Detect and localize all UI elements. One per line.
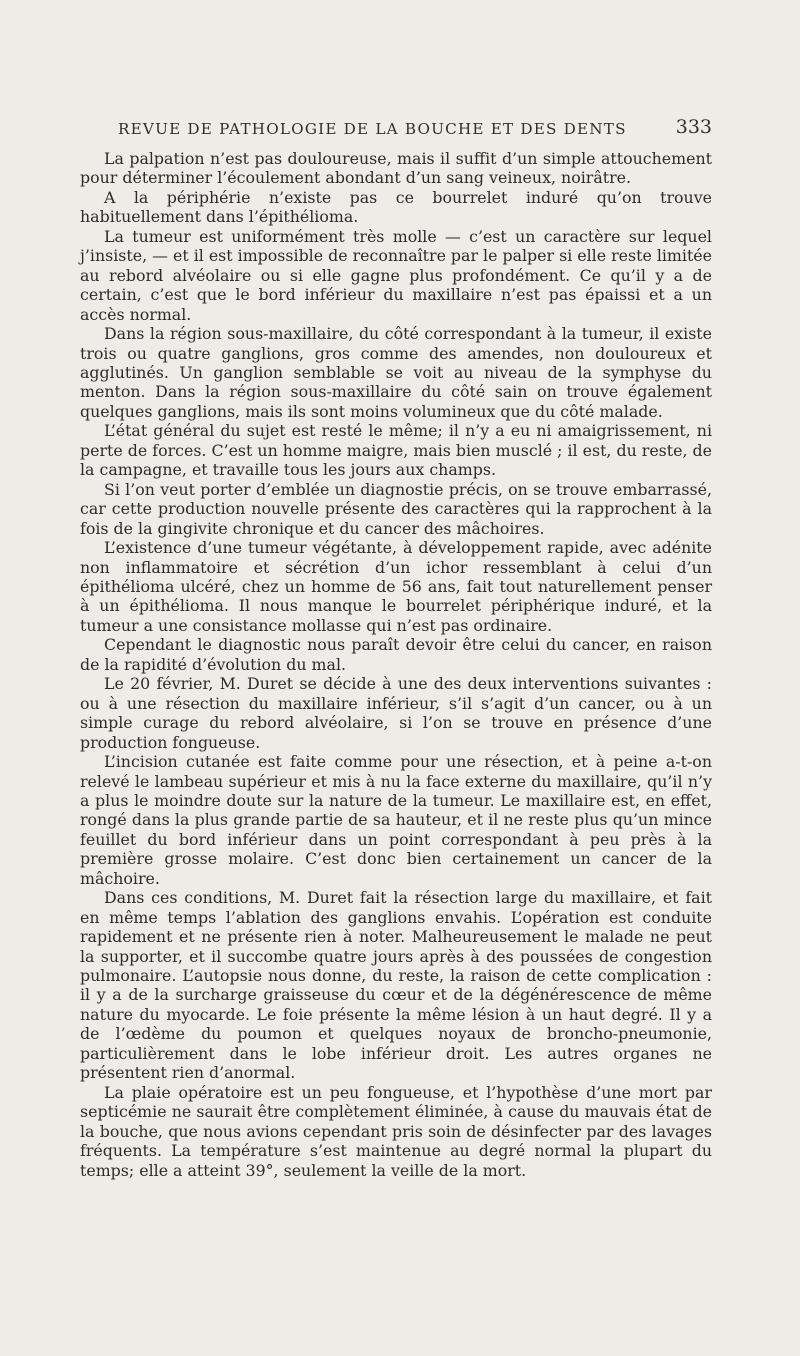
page-number: 333 xyxy=(675,116,712,138)
paragraph: Le 20 février, M. Duret se décide à une des deux interventions suivantes : ou à une résection du maxillaire inférieur, s’il s’agit d’un cancer, ou à un simple curage du rebord alvéolaire, si l’on se trouve en présence d’une production fongueuse. xyxy=(80,674,712,752)
paragraph: L’état général du sujet est resté le même; il n’y a eu ni amaigrissement, ni perte de forces. C’est un homme maigre, mais bien musclé ; il est, du reste, de la campagne, et travaille tous les jours aux champs. xyxy=(80,421,712,480)
body-text xyxy=(80,149,712,1180)
paragraph: L’incision cutanée est faite comme pour une résection, et à peine a-t-on relevé le lambeau supérieur et mis à nu la face externe du maxillaire, qu’il n’y a plus le moindre doute sur la nature de la tumeur. Le maxillaire est, en effet, rongé dans la plus grande partie de sa hauteur, et il ne reste plus qu’un mince feuillet du bord inférieur dans un point correspondant à peu près à la première grosse molaire. C’est donc bien certainement un cancer de la mâchoire. xyxy=(80,752,712,888)
paragraph: La palpation n’est pas douloureuse, mais il suffit d’un simple attouchement pour déterminer l’écoulement abondant d’un sang veineux, noirâtre. xyxy=(80,149,712,188)
running-head: REVUE DE PATHOLOGIE DE LA BOUCHE ET DES DENTS xyxy=(118,120,627,138)
paragraph: Si l’on veut porter d’emblée un diagnostie précis, on se trouve embarrassé, car cette production nouvelle présente des caractères qui la rapprochent à la fois de la gingivite chronique et du cancer des mâchoires. xyxy=(80,479,712,538)
paragraph: Cependant le diagnostic nous paraît devoir être celui du cancer, en raison de la rapidité d’évolution du mal. xyxy=(80,635,712,674)
paragraph: Dans la région sous-maxillaire, du côté correspondant à la tumeur, il existe trois ou quatre ganglions, gros comme des amendes, non douloureux et agglutinés. Un ganglion semblable se voit au niveau de la symphyse du menton. Dans la région sous-maxillaire du côté sain on trouve également quelques ganglions, mais ils sont moins volumineux que du côté malade. xyxy=(80,324,712,421)
paragraph: La plaie opératoire est un peu fongueuse, et l’hypothèse d’une mort par septicémie ne saurait être complètement éliminée, à cause du mauvais état de la bouche, que nous avions cependant pris soin de désinfecter par des lavages fréquents. La température s’est maintenue au degré normal la plupart du temps; elle a atteint 39°, seulement la veille de la mort. xyxy=(80,1082,712,1180)
paragraph: La tumeur est uniformément très molle — c’est un caractère sur lequel j’insiste, — et il est impossible de reconnaître par le palper si elle reste limitée au rebord alvéolaire ou si elle gagne plus profondément. Ce qu’il y a de certain, c’est que le bord inférieur du maxillaire n’est pas épaissi et a un accès normal. xyxy=(80,226,712,324)
paragraph: Dans ces conditions, M. Duret fait la résection large du maxillaire, et fait en même temps l’ablation des ganglions envahis. L’opération est conduite rapidement et ne présente rien à noter. Malheureusement le malade ne peut la supporter, et il succombe quatre jours après à des poussées de congestion pulmonaire. L’autopsie nous donne, du reste, la raison de cette complication : il y a de la surcharge graisseuse du cœur et de la dégénérescence de même nature du myocarde. Le foie présente la même lésion à un haut degré. Il y a de l’œdème du poumon et quelques noyaux de broncho-pneumonie, particulièrement dans le lobe inférieur droit. Les autres organes ne présentent rien d’anormal. xyxy=(80,888,712,1083)
paragraph: A la périphérie n’existe pas ce bourrelet induré qu’on trouve habituellement dans l’épithélioma. xyxy=(80,187,712,227)
page-header xyxy=(118,116,712,142)
paragraph: L’existence d’une tumeur végétante, à développement rapide, avec adénite non inflammatoire et sécrétion d’un ichor ressemblant à celui d’un épithélioma ulcéré, chez un homme de 56 ans, fait tout naturellement penser à un épithélioma. Il nous manque le bourrelet périphérique induré, et la tumeur a une consistance mollasse qui n’est pas ordinaire. xyxy=(80,538,712,635)
